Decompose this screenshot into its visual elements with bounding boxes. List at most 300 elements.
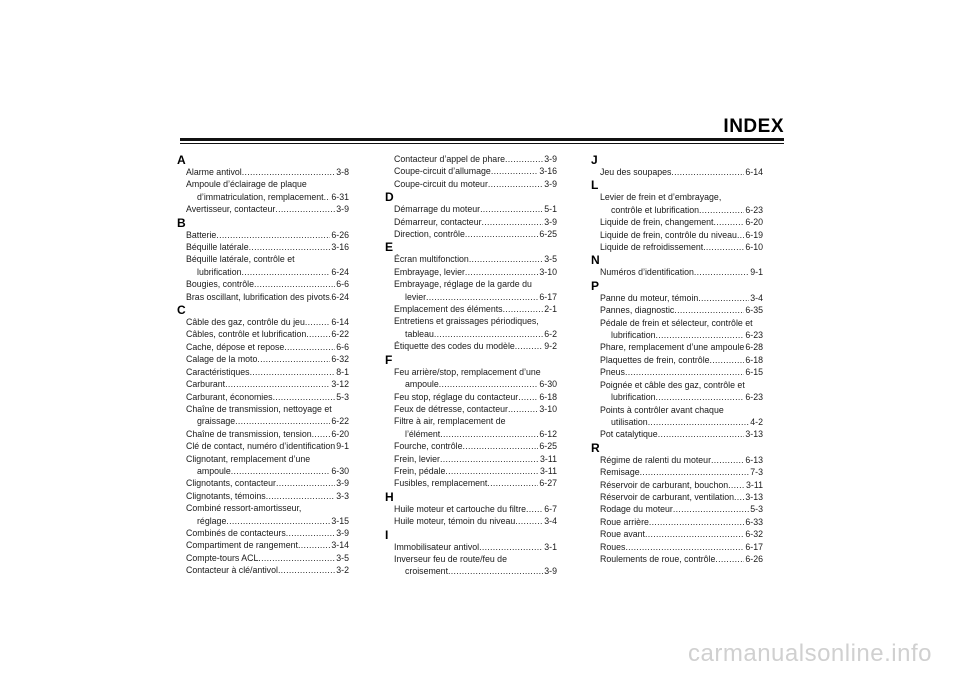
index-entry-term: ampoule xyxy=(405,379,439,390)
index-entry-page-number: 3-1 xyxy=(544,541,557,552)
dot-leader xyxy=(658,428,745,440)
index-letter-heading: C xyxy=(177,303,186,318)
index-entry-term: Câbles, contrôle et lubrification xyxy=(186,329,307,340)
dot-leader xyxy=(694,266,749,278)
dot-leader xyxy=(482,216,544,228)
index-entry-term: Calage de la moto xyxy=(186,354,258,365)
index-entry-term: lubrification xyxy=(197,266,242,277)
index-entry-continuation xyxy=(385,565,557,577)
dot-leader xyxy=(625,541,744,553)
index-entry-term: Remisage xyxy=(600,467,640,478)
index-entry-term: Roues xyxy=(600,541,626,552)
dot-leader xyxy=(673,503,749,515)
dot-leader xyxy=(462,440,538,452)
index-entry-term: Roue avant xyxy=(600,529,645,540)
index-entry xyxy=(385,178,557,190)
watermark-text: carmanualsonline.info xyxy=(688,640,932,667)
index-entry-continuation xyxy=(385,428,557,440)
index-entry xyxy=(177,527,349,539)
index-letter-heading: P xyxy=(591,278,600,293)
index-entry-page-number: 6-35 xyxy=(745,305,763,316)
index-entry-page-number: 3-3 xyxy=(336,490,349,501)
index-entry-first-line: Clignotant, remplacement d’une xyxy=(186,453,311,464)
index-entry-page-number: 9-1 xyxy=(336,441,349,452)
index-entry-term: Pot catalytique xyxy=(600,429,658,440)
index-entry-first-line: Points à contrôler avant chaque xyxy=(600,404,724,415)
index-entry xyxy=(385,515,557,527)
index-letter-heading: E xyxy=(385,240,394,255)
index-entry-term: Huile moteur et cartouche du filtre xyxy=(394,503,527,514)
index-letter-heading: L xyxy=(591,178,599,193)
index-entry-page-number: 6-30 xyxy=(539,379,557,390)
dot-leader xyxy=(710,354,745,366)
index-letter-heading: H xyxy=(385,489,394,504)
index-letter-heading: D xyxy=(385,190,394,205)
index-entry xyxy=(591,266,763,278)
dot-leader xyxy=(426,291,538,303)
dot-leader xyxy=(225,378,330,390)
dot-leader xyxy=(305,316,331,328)
index-entry xyxy=(177,203,349,215)
index-entry xyxy=(591,292,763,304)
index-entry-term: Coupe-circuit d’allumage xyxy=(394,166,491,177)
index-entry-continuation xyxy=(177,191,349,203)
index-entry-term: Compartiment de rangement xyxy=(186,540,298,551)
index-entry-page-number: 6-15 xyxy=(745,367,763,378)
index-entry-term: Emplacement des éléments xyxy=(394,304,503,315)
index-entry-term: Clignotants, témoins xyxy=(186,490,266,501)
index-entry-page-number: 6-20 xyxy=(331,428,349,439)
index-entry-term: Câble des gaz, contrôle du jeu xyxy=(186,317,305,328)
index-entry xyxy=(385,503,557,515)
index-entry-term: d’immatriculation, remplacement xyxy=(197,191,324,202)
index-entry-term: Clignotants, contacteur xyxy=(186,478,276,489)
index-entry-term: Écran multifonction xyxy=(394,254,469,265)
dot-leader xyxy=(465,228,538,240)
index-entry-page-number: 6-13 xyxy=(745,454,763,465)
index-entry xyxy=(385,391,557,403)
index-entry-page-number: 3-10 xyxy=(539,266,557,277)
index-entry-continuation xyxy=(591,204,763,216)
index-entry-page-number: 6-14 xyxy=(331,317,349,328)
dot-leader xyxy=(324,191,331,203)
index-entry-term: Immobilisateur antivol xyxy=(394,541,480,552)
index-letter-heading: B xyxy=(177,215,186,230)
dot-leader xyxy=(242,166,336,178)
index-entry-page-number: 3-2 xyxy=(336,565,349,576)
index-entry xyxy=(385,228,557,240)
index-entry xyxy=(385,216,557,228)
index-letter-heading: I xyxy=(385,527,389,542)
dot-leader xyxy=(284,341,335,353)
index-entry-first-line: Levier de frein et d’embrayage, xyxy=(600,192,722,203)
dot-leader xyxy=(469,253,543,265)
index-entry-term: Batterie xyxy=(186,229,217,240)
index-entry-term: Pneus xyxy=(600,367,625,378)
index-entry xyxy=(385,477,557,489)
dot-leader xyxy=(278,564,335,576)
index-entry-term: lubrification xyxy=(611,330,656,341)
dot-leader xyxy=(273,391,336,403)
dot-leader xyxy=(728,479,745,491)
index-entry-page-number: 3-10 xyxy=(539,403,557,414)
index-entry xyxy=(177,278,349,290)
dot-leader xyxy=(480,203,543,215)
index-entry-term: Clé de contact, numéro d’identification xyxy=(186,441,336,452)
index-entry-term: Numéros d’identification xyxy=(600,267,694,278)
index-entry-term: Contacteur d’appel de phare xyxy=(394,154,506,164)
index-entry-continuation xyxy=(385,291,557,303)
index-entry-page-number: 6-30 xyxy=(331,465,349,476)
index-entry xyxy=(177,428,349,440)
index-entry xyxy=(177,477,349,489)
index-entry xyxy=(177,241,349,253)
index-entry-term: Démarreur, contacteur xyxy=(394,216,482,227)
index-entry-page-number: 6-7 xyxy=(544,503,557,514)
index-entry-page-number: 5-3 xyxy=(336,391,349,402)
index-entry xyxy=(385,266,557,278)
dot-leader xyxy=(250,366,336,378)
index-entry xyxy=(177,391,349,403)
index-entry-term: l’élément xyxy=(405,428,441,439)
dot-leader xyxy=(737,229,744,241)
index-entry-term: Béquille latérale xyxy=(186,242,249,253)
index-entry-first-line: Chaîne de transmission, nettoyage et xyxy=(186,403,332,414)
index-entry-page-number: 8-1 xyxy=(336,366,349,377)
index-entry xyxy=(591,528,763,540)
dot-leader xyxy=(258,552,335,564)
dot-leader xyxy=(266,490,336,502)
index-entry-page-number: 6-23 xyxy=(745,204,763,215)
index-entry-term: lubrification xyxy=(611,392,656,403)
index-entry-term: Direction, contrôle xyxy=(394,229,465,240)
index-entry-page-number: 3-11 xyxy=(746,479,763,490)
index-entry-term: Rodage du moteur xyxy=(600,504,673,515)
dot-leader xyxy=(306,328,330,340)
index-entry-continuation xyxy=(385,328,557,340)
index-entry xyxy=(591,216,763,228)
index-entry-page-number: 3-9 xyxy=(336,527,349,538)
index-entry-page-number: 3-11 xyxy=(540,453,557,464)
index-entry-continuation xyxy=(385,378,557,390)
index-entry xyxy=(591,479,763,491)
index-entry-page-number: 6-25 xyxy=(539,229,557,240)
header-rule-thin xyxy=(180,143,784,144)
index-entry xyxy=(591,503,763,515)
index-entry-first-line: Ampoule d’éclairage de plaque xyxy=(186,179,307,190)
index-entry-continuation xyxy=(177,266,349,278)
index-letter-heading: N xyxy=(591,253,600,268)
index-entry-first-line: Poignée et câble des gaz, contrôle et xyxy=(600,379,745,390)
index-entry-first-line: Entretiens et graissages périodiques, xyxy=(394,316,539,327)
index-entry-page-number: 6-28 xyxy=(745,342,763,353)
dot-leader xyxy=(216,229,330,241)
index-entry-page-number: 6-10 xyxy=(745,242,763,253)
index-entry-page-number: 3-16 xyxy=(331,242,349,253)
index-entry-page-number: 7-3 xyxy=(750,467,763,478)
index-entry-page-number: 6-31 xyxy=(331,191,349,202)
index-entry-continuation xyxy=(177,465,349,477)
index-entry-page-number: 3-9 xyxy=(544,178,557,189)
index-entry xyxy=(177,564,349,576)
index-entry-page-number: 6-26 xyxy=(331,229,349,240)
dot-leader xyxy=(312,428,331,440)
index-entry-term: Fusibles, remplacement xyxy=(394,478,488,489)
index-entry-page-number: 6-23 xyxy=(745,392,763,403)
dot-leader xyxy=(649,516,744,528)
index-entry-term: Feux de détresse, contacteur xyxy=(394,403,508,414)
index-entry xyxy=(591,428,763,440)
index-entry-term: Roulements de roue, contrôle xyxy=(600,553,716,564)
index-entry-first-line: Pédale de frein et sélecteur, contrôle et xyxy=(600,317,753,328)
index-entry-page-number: 3-13 xyxy=(745,491,763,502)
index-entry xyxy=(385,465,557,477)
dot-leader xyxy=(518,391,538,403)
index-entry-page-number: 6-32 xyxy=(331,354,349,365)
index-letter-heading: A xyxy=(177,153,186,167)
index-entry xyxy=(177,353,349,365)
index-entry-page-number: 6-23 xyxy=(745,330,763,341)
index-entry-term: Frein, levier xyxy=(394,453,440,464)
dot-leader xyxy=(231,465,331,477)
index-entry-term: Carburant xyxy=(186,379,226,390)
index-entry-first-line: Embrayage, réglage de la garde du xyxy=(394,279,532,290)
index-entry-page-number: 6-6 xyxy=(336,341,349,352)
index-entry xyxy=(591,304,763,316)
index-entry xyxy=(385,153,557,165)
index-entry-first-line: Feu arrière/stop, remplacement d’une xyxy=(394,366,541,377)
index-entry-page-number: 6-22 xyxy=(331,329,349,340)
dot-leader xyxy=(491,165,539,177)
index-entry-term: Caractéristiques xyxy=(186,366,250,377)
index-entry-term: graissage xyxy=(197,416,236,427)
index-entry-term: Régime de ralenti du moteur xyxy=(600,454,711,465)
dot-leader xyxy=(488,178,543,190)
dot-leader xyxy=(699,204,744,216)
index-column-1 xyxy=(177,153,349,577)
index-entry xyxy=(177,166,349,178)
index-entry-term: Liquide de refroidissement xyxy=(600,242,704,253)
index-entry-term: Démarrage du moteur xyxy=(394,204,481,215)
index-entry xyxy=(591,341,763,353)
index-entry xyxy=(177,291,349,303)
index-entry xyxy=(177,539,349,551)
dot-leader xyxy=(276,477,335,489)
index-entry xyxy=(177,490,349,502)
index-entry-term: Liquide de frein, contrôle du niveau xyxy=(600,229,737,240)
index-entry xyxy=(177,341,349,353)
dot-leader xyxy=(715,553,744,565)
dot-leader xyxy=(503,303,544,315)
dot-leader xyxy=(448,565,543,577)
index-entry-term: contrôle et lubrification xyxy=(611,204,700,215)
index-entry xyxy=(385,303,557,315)
index-entry-continuation xyxy=(591,329,763,341)
dot-leader xyxy=(257,353,330,365)
index-entry xyxy=(591,454,763,466)
index-entry xyxy=(385,340,557,352)
dot-leader xyxy=(440,428,538,440)
index-entry-page-number: 3-9 xyxy=(336,204,349,215)
index-entry-page-number: 3-14 xyxy=(331,540,349,551)
index-entry-term: Fourche, contrôle xyxy=(394,441,463,452)
index-entry-term: Carburant, économies xyxy=(186,391,273,402)
index-entry xyxy=(591,241,763,253)
index-entry-page-number: 5-3 xyxy=(750,504,763,515)
index-entry-page-number: 6-17 xyxy=(539,291,557,302)
index-entry-page-number: 3-12 xyxy=(331,379,349,390)
index-entry-page-number: 3-4 xyxy=(544,516,557,527)
index-entry-page-number: 3-4 xyxy=(750,292,763,303)
index-column-3 xyxy=(591,153,763,565)
dot-leader xyxy=(640,466,750,478)
index-entry xyxy=(177,552,349,564)
index-entry-term: Combinés de contacteurs xyxy=(186,527,286,538)
index-entry-continuation xyxy=(591,391,763,403)
index-entry-page-number: 6-22 xyxy=(331,416,349,427)
index-entry-page-number: 6-20 xyxy=(745,217,763,228)
dot-leader xyxy=(505,153,543,165)
index-entry-term: ampoule xyxy=(197,465,231,476)
index-entry-term: Huile moteur, témoin du niveau xyxy=(394,516,516,527)
dot-leader xyxy=(508,403,538,415)
index-entry-term: tableau xyxy=(405,328,434,339)
index-entry-term: Bras oscillant, lubrification des pivots xyxy=(186,291,330,302)
index-entry-term: Frein, pédale xyxy=(394,465,446,476)
dot-leader xyxy=(713,216,744,228)
index-entry-page-number: 3-5 xyxy=(336,552,349,563)
index-column-2 xyxy=(385,153,557,578)
index-entry xyxy=(591,491,763,503)
dot-leader xyxy=(645,528,744,540)
dot-leader xyxy=(656,391,745,403)
index-entry-page-number: 6-14 xyxy=(745,167,763,177)
index-entry xyxy=(591,466,763,478)
index-entry-term: Cache, dépose et repose xyxy=(186,341,285,352)
index-entry-term: Coupe-circuit du moteur xyxy=(394,178,488,189)
dot-leader xyxy=(242,266,331,278)
index-letter-heading: J xyxy=(591,153,598,167)
index-entry-first-line: Inverseur feu de route/feu de xyxy=(394,553,507,564)
index-entry xyxy=(591,229,763,241)
index-entry-first-line: Filtre à air, remplacement de xyxy=(394,416,506,427)
dot-leader xyxy=(734,491,744,503)
index-entry xyxy=(385,403,557,415)
index-entry-term: croisement xyxy=(405,566,449,577)
index-entry-term: Alarme antivol xyxy=(186,167,242,177)
dot-leader xyxy=(235,415,330,427)
index-entry-first-line: Béquille latérale, contrôle et xyxy=(186,254,295,265)
index-entry-term: Embrayage, levier xyxy=(394,266,465,277)
index-entry xyxy=(591,166,763,178)
index-entry-term: Phare, remplacement d’une ampoule xyxy=(600,342,745,353)
index-entry-page-number: 6-18 xyxy=(539,391,557,402)
index-entry-page-number: 6-19 xyxy=(745,229,763,240)
index-entry-term: Étiquette des codes du modèle xyxy=(394,341,515,352)
index-entry-term: Pannes, diagnostic xyxy=(600,305,675,316)
index-entry xyxy=(385,440,557,452)
index-entry-page-number: 2-1 xyxy=(544,304,557,315)
index-entry-page-number: 3-5 xyxy=(544,254,557,265)
dot-leader xyxy=(625,366,744,378)
dot-leader xyxy=(249,241,331,253)
dot-leader xyxy=(439,378,539,390)
index-entry-term: utilisation xyxy=(611,416,648,427)
index-entry-term: Jeu des soupapes xyxy=(600,167,672,177)
index-entry xyxy=(591,354,763,366)
index-entry xyxy=(591,553,763,565)
index-entry-page-number: 9-2 xyxy=(544,341,557,352)
index-entry xyxy=(177,229,349,241)
index-entry-page-number: 3-9 xyxy=(544,216,557,227)
index-entry-term: levier xyxy=(405,291,427,302)
dot-leader xyxy=(674,304,744,316)
dot-leader xyxy=(515,340,543,352)
index-entry-page-number: 6-33 xyxy=(745,516,763,527)
index-entry-term: Liquide de frein, changement xyxy=(600,217,714,228)
index-entry-page-number: 6-18 xyxy=(745,354,763,365)
index-entry-page-number: 6-2 xyxy=(544,328,557,339)
index-entry-page-number: 3-9 xyxy=(544,566,557,577)
index-entry xyxy=(591,516,763,528)
index-entry-continuation xyxy=(177,515,349,527)
dot-leader xyxy=(487,477,538,489)
index-entry xyxy=(385,253,557,265)
dot-leader xyxy=(445,465,539,477)
index-entry-page-number: 3-9 xyxy=(544,154,557,164)
index-letter-heading: R xyxy=(591,440,600,455)
index-entry-term: Plaquettes de frein, contrôle xyxy=(600,354,710,365)
dot-leader xyxy=(465,266,538,278)
index-entry-term: Bougies, contrôle xyxy=(186,279,254,290)
index-entry-page-number: 6-25 xyxy=(539,441,557,452)
index-entry-page-number: 4-2 xyxy=(750,416,763,427)
index-entry-term: réglage xyxy=(197,515,227,526)
index-entry-page-number: 6-27 xyxy=(539,478,557,489)
index-entry-first-line: Combiné ressort-amortisseur, xyxy=(186,503,302,514)
index-entry xyxy=(591,541,763,553)
index-entry-page-number: 3-8 xyxy=(336,167,349,177)
index-entry xyxy=(385,453,557,465)
index-entry-page-number: 3-16 xyxy=(539,166,557,177)
index-entry xyxy=(385,541,557,553)
index-entry-term: Feu stop, réglage du contacteur xyxy=(394,391,519,402)
dot-leader xyxy=(226,515,330,527)
index-entry xyxy=(591,366,763,378)
index-entry-term: Compte-tours ACL xyxy=(186,552,259,563)
index-entry-term: Avertisseur, contacteur xyxy=(186,204,276,215)
index-entry xyxy=(177,316,349,328)
dot-leader xyxy=(286,527,336,539)
index-entry-term: Contacteur à clé/antivol xyxy=(186,565,278,576)
index-entry xyxy=(177,366,349,378)
index-entry-page-number: 6-32 xyxy=(745,529,763,540)
index-entry-term: Réservoir de carburant, ventilation xyxy=(600,491,734,502)
index-entry xyxy=(177,378,349,390)
index-entry-page-number: 3-11 xyxy=(540,465,557,476)
index-entry-term: Roue arrière xyxy=(600,516,649,527)
dot-leader xyxy=(515,515,543,527)
index-entry-page-number: 9-1 xyxy=(750,267,763,278)
index-entry xyxy=(177,328,349,340)
dot-leader xyxy=(254,278,335,290)
index-entry xyxy=(177,440,349,452)
dot-leader xyxy=(526,503,543,515)
index-entry-page-number: 6-12 xyxy=(539,428,557,439)
index-entry-term: Chaîne de transmission, tension xyxy=(186,428,312,439)
dot-leader xyxy=(434,328,543,340)
dot-leader xyxy=(703,241,744,253)
